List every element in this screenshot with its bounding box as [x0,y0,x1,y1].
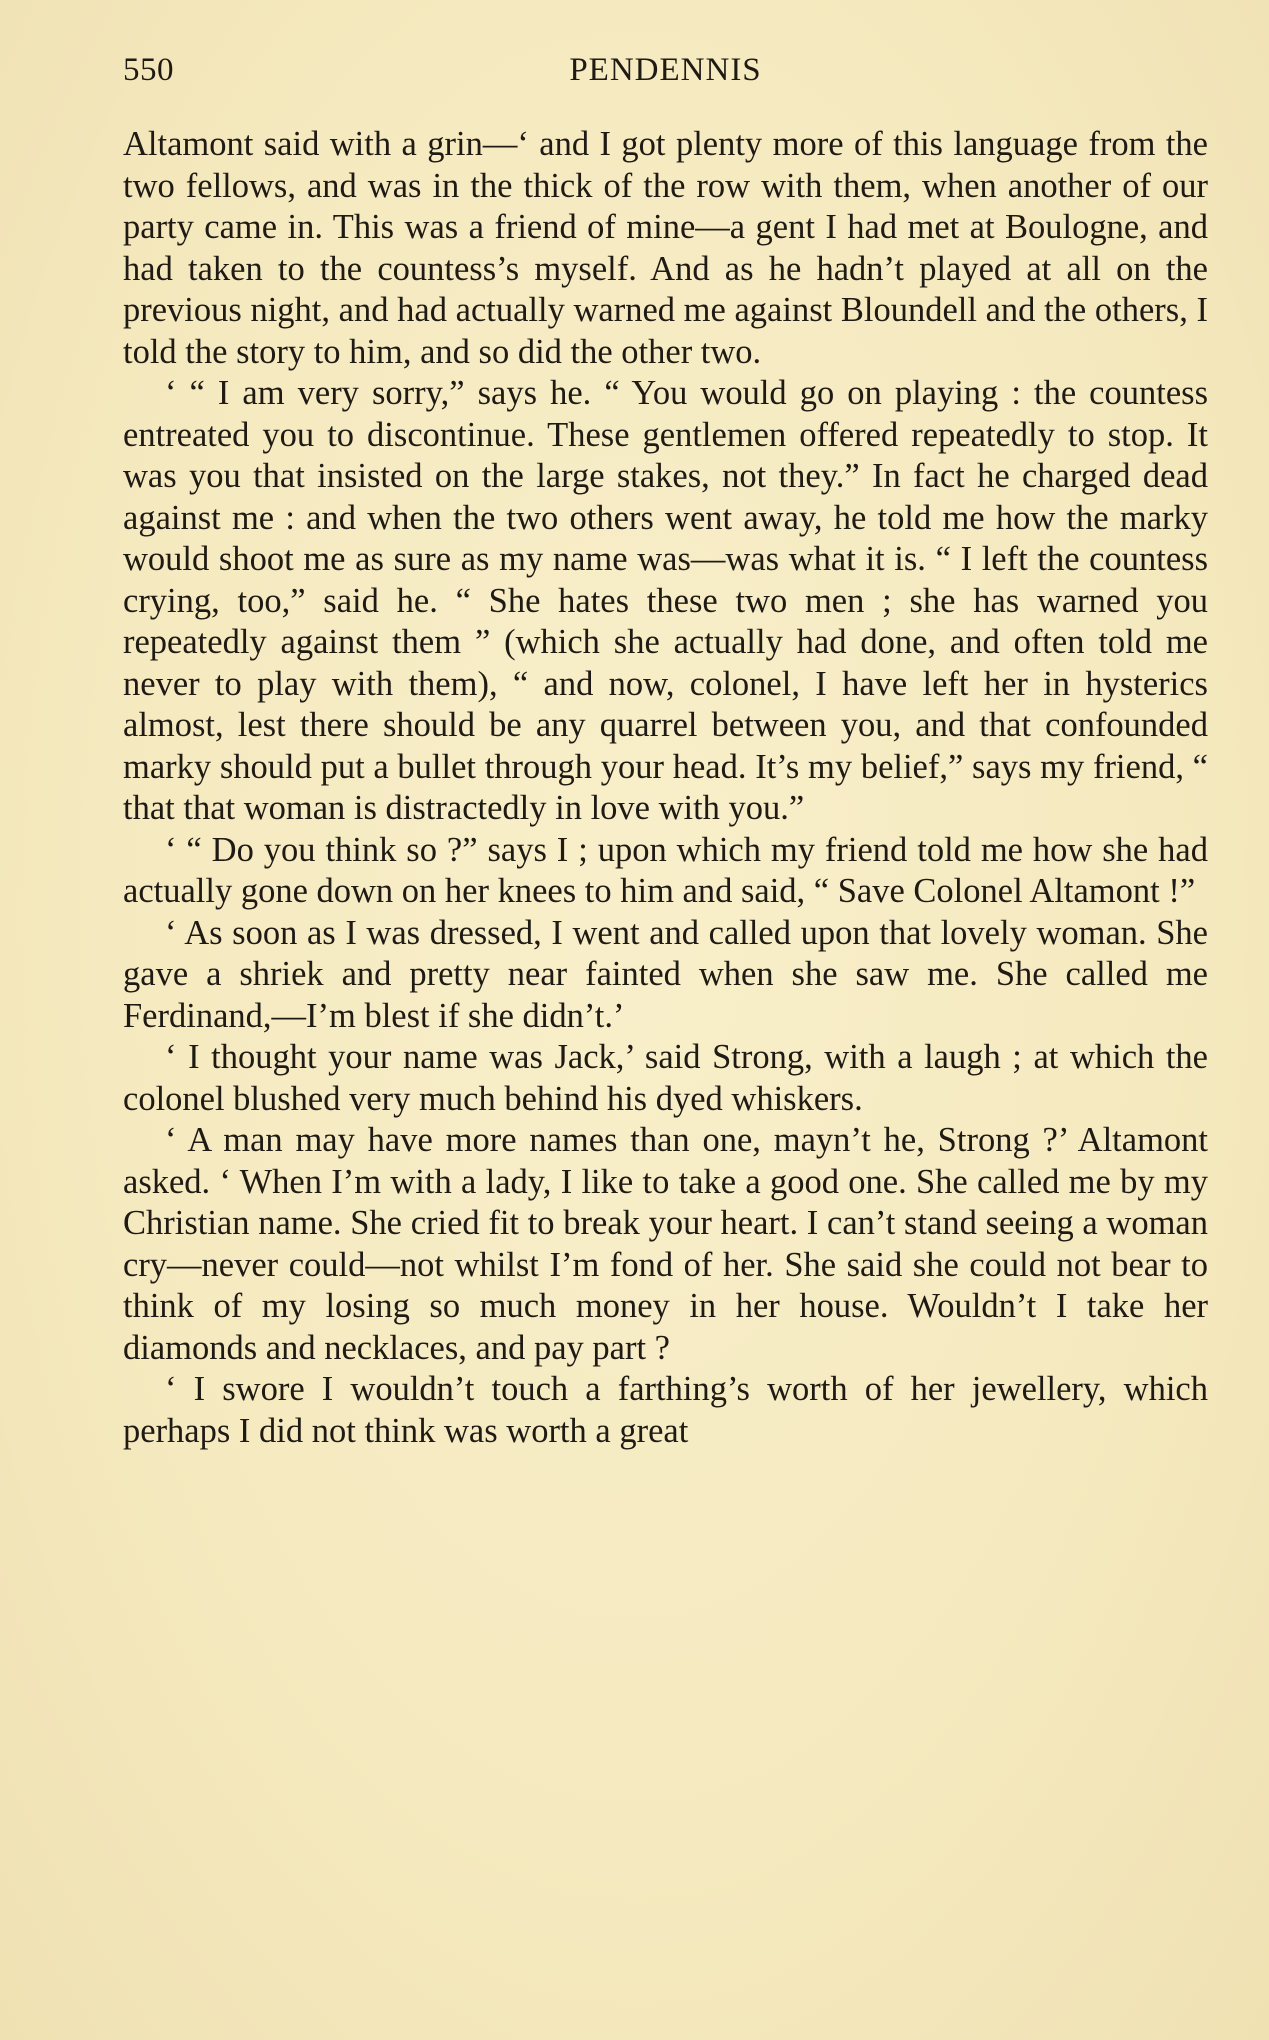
paragraph: ‘ A man may have more names than one, mayn’t he, Strong ?’ Altamont asked. ‘ When I’m with a lady, I like to take a good one. She called me by my Christian name. She cried fit to break your heart. I can’t stand seeing a woman cry—never could—not whilst I’m fond of her. She said she could not bear to think of my losing so much money in her house. Wouldn’t I take her diamonds and necklaces, and pay part ? [123,1121,1208,1367]
running-head [123,52,1208,92]
paragraph: ‘ I thought your name was Jack,’ said Strong, with a laugh ; at which the colonel blushed very much behind his dyed whiskers. [123,1038,1208,1118]
paragraph: ‘ I swore I wouldn’t touch a farthing’s worth of her jewellery, which perhaps I did not think was worth a great [123,1370,1208,1450]
paragraph: ‘ “ Do you think so ?” says I ; upon which my friend told me how she had actually gone down on her knees to him and said, “ Save Colonel Altamont !” [123,830,1208,910]
body-text [123,124,1208,1452]
page-number: 550 [123,52,174,88]
paragraph: Altamont said with a grin—‘ and I got plenty more of this language from the two fellows, and was in the thick of the row with them, when another of our party came in. This was a friend of mine—a gent I had met at Boulogne, and had taken to the countess’s myself. And as he hadn’t played at all on the previous night, and had actually warned me against Bloundell and the others, I told the story to him, and so did the other two. [123,125,1208,371]
running-title: PENDENNIS [569,52,762,88]
paragraph: ‘ “ I am very sorry,” says he. “ You would go on playing : the countess entreated you to discontinue. These gentlemen offered repeatedly to stop. It was you that insisted on the large stakes, not they.” In fact he charged dead against me : and when the two others went away, he told me how the marky would shoot me as sure as my name was—was what it is. “ I left the countess crying, too,” said he. “ She hates these two men ; she has warned you repeatedly against them ” (which she actually had done, and often told me never to play with them), “ and now, colonel, I have left her in hysterics almost, lest there should be any quarrel between you, and that confounded marky should put a bullet through your head. It’s my belief,” says my friend, “ that that woman is distractedly in love with you.” [123,374,1208,827]
paragraph: ‘ As soon as I was dressed, I went and called upon that lovely woman. She gave a shriek and pretty near fainted when she saw me. She called me Ferdinand,—I’m blest if she didn’t.’ [123,913,1208,1035]
